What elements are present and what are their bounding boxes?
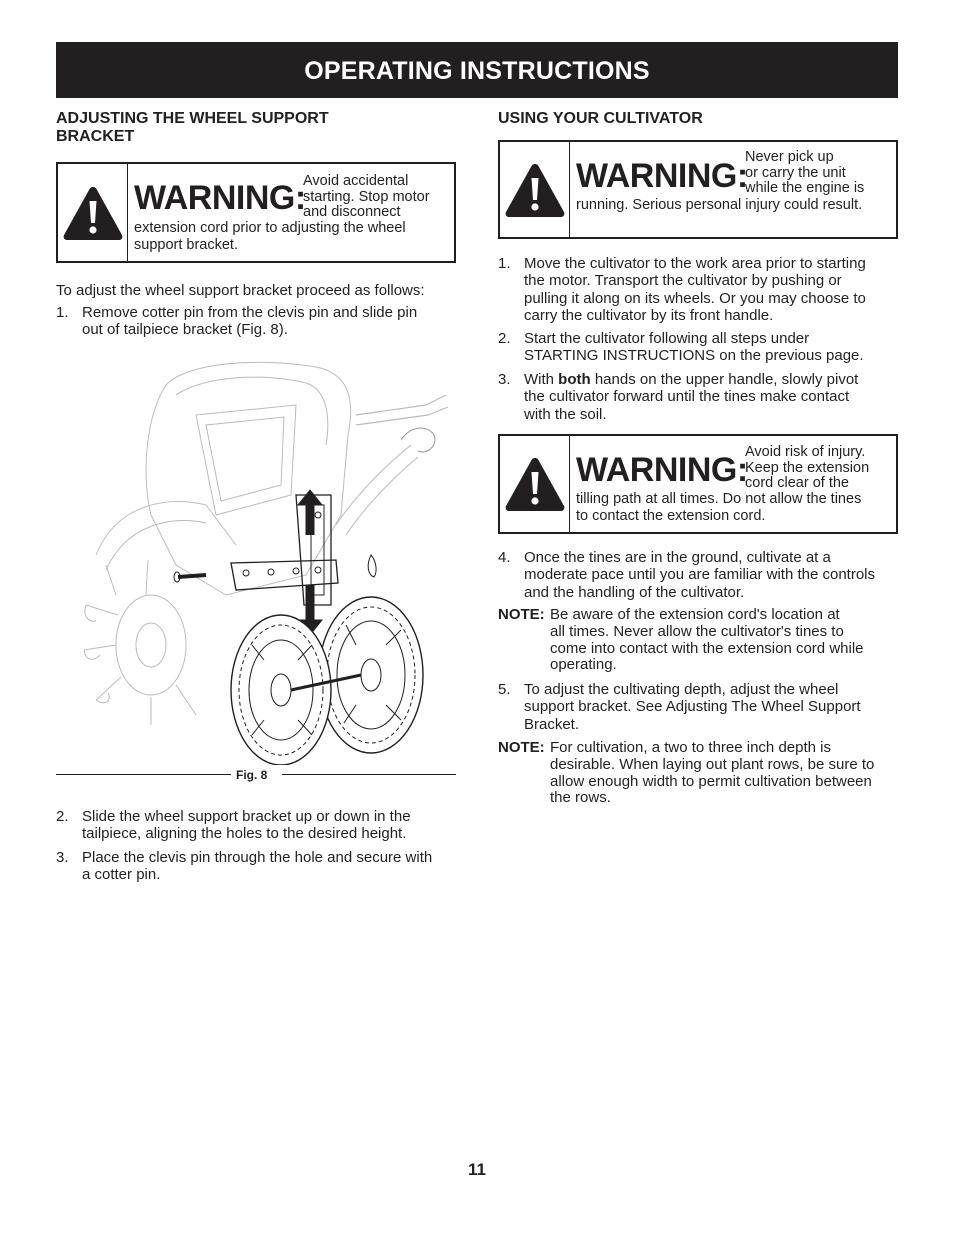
list-line: carry the cultivator by its front handle. <box>524 306 774 324</box>
note-line: desirable. When laying out plant rows, be sure to <box>550 755 875 773</box>
warning-line: Avoid risk of injury. <box>745 444 866 460</box>
list-line <box>524 371 858 388</box>
page-header <box>56 42 898 98</box>
warning-side-text <box>745 445 869 492</box>
list-line: Slide the wheel support bracket up or down in the <box>82 808 411 825</box>
note-line: come into contact with the extension cord while <box>550 639 864 657</box>
section-title-line: BRACKET <box>56 128 135 145</box>
warning-icon-cell <box>500 436 570 532</box>
list-text <box>82 304 417 339</box>
warning-line: tilling path at all times. Do not allow the tines <box>576 491 862 507</box>
cultivator-wheel-bracket-illustration <box>56 355 456 765</box>
warning-word: WARNING: <box>576 157 748 195</box>
warning-side-text <box>303 174 430 221</box>
list-number: 1. <box>56 304 69 321</box>
list-text <box>82 849 432 884</box>
list-line-text: With <box>524 371 559 388</box>
intro-text: To adjust the wheel support bracket proceed as follows: <box>56 282 425 299</box>
list-line: a cotter pin. <box>82 866 161 884</box>
list-line: STARTING INSTRUCTIONS on the previous page. <box>524 347 864 365</box>
list-line: tailpiece, aligning the holes to the desired height. <box>82 825 407 843</box>
warning-line: running. Serious personal injury could result. <box>576 197 863 213</box>
figure-rule-right <box>282 774 456 775</box>
list-line: Move the cultivator to the work area prior to starting <box>524 255 866 272</box>
section-title-line: ADJUSTING THE WHEEL SUPPORT <box>56 110 329 127</box>
list-line: the motor. Transport the cultivator by pushing or <box>524 272 842 290</box>
warning-box-carry <box>498 140 898 239</box>
list-number: 5. <box>498 681 511 698</box>
warning-line: while the engine is <box>745 180 865 196</box>
figure-label: Fig. 8 <box>236 768 268 782</box>
warning-line: starting. Stop motor <box>303 188 430 205</box>
list-number: 3. <box>56 849 69 866</box>
warning-line: Never pick up <box>745 149 834 165</box>
warning-icon-cell <box>58 164 128 261</box>
list-number: 3. <box>498 371 511 388</box>
list-line: and the handling of the cultivator. <box>524 583 745 601</box>
list-line: Remove cotter pin from the clevis pin and slide pin <box>82 304 418 321</box>
warning-bottom-text <box>576 491 861 524</box>
warning-line: Keep the extension <box>745 459 870 476</box>
note-line: allow enough width to permit cultivation between <box>550 772 872 790</box>
page-title: OPERATING INSTRUCTIONS <box>304 57 650 85</box>
list-line: pulling it along on its wheels. Or you may choose to <box>524 289 866 307</box>
note-label: NOTE: <box>498 606 545 623</box>
note-line: Be aware of the extension cord's location at <box>550 606 840 623</box>
note-label: NOTE: <box>498 739 545 756</box>
warning-line: Avoid accidental <box>303 173 409 189</box>
section-title-using-cultivator: USING YOUR CULTIVATOR <box>498 110 703 127</box>
list-text <box>524 681 861 733</box>
warning-box-extension-cord <box>498 434 898 534</box>
warning-side-text <box>745 150 864 197</box>
list-number: 1. <box>498 255 511 272</box>
warning-bottom-text <box>134 220 406 253</box>
list-line: moderate pace until you are familiar with the controls <box>524 566 876 584</box>
section-title-wheel-bracket <box>56 110 329 146</box>
figure-8-illustration <box>56 355 456 785</box>
warning-line: support bracket. <box>134 236 238 253</box>
list-line: Start the cultivator following all steps under <box>524 330 810 347</box>
warning-box-wheel-bracket <box>56 162 456 263</box>
note-text <box>550 740 874 807</box>
note-line: the rows. <box>550 789 611 807</box>
note-line: For cultivation, a two to three inch depth is <box>550 739 831 756</box>
warning-line: to contact the extension cord. <box>576 507 766 524</box>
page-number: 11 <box>468 1160 486 1179</box>
emphasis-text: both <box>558 371 591 388</box>
list-text <box>524 549 875 601</box>
list-text <box>524 255 866 324</box>
list-line: Place the clevis pin through the hole and secure with <box>82 849 433 866</box>
note-text <box>550 607 864 674</box>
list-text <box>82 808 411 843</box>
list-line: Bracket. <box>524 715 580 733</box>
warning-word: WARNING: <box>134 179 306 217</box>
warning-bottom-text <box>576 197 862 214</box>
list-text <box>524 371 858 423</box>
warning-line: cord clear of the <box>745 475 849 491</box>
list-number: 4. <box>498 549 511 566</box>
note-line: operating. <box>550 656 617 674</box>
list-line: the cultivator forward until the tines make contact <box>524 388 850 406</box>
warning-line: and disconnect <box>303 204 401 220</box>
figure-rule-left <box>56 774 231 775</box>
list-line: with the soil. <box>524 405 607 423</box>
note-line: all times. Never allow the cultivator's tines to <box>550 622 844 640</box>
warning-line: or carry the unit <box>745 164 846 181</box>
warning-triangle-icon <box>61 183 125 243</box>
warning-line: extension cord prior to adjusting the wheel <box>134 220 406 236</box>
list-number: 2. <box>498 330 511 347</box>
list-number: 2. <box>56 808 69 825</box>
warning-icon-cell <box>500 142 570 237</box>
list-line: support bracket. See Adjusting The Wheel Support <box>524 698 861 716</box>
list-line: out of tailpiece bracket (Fig. 8). <box>82 321 288 339</box>
list-line-text: hands on the upper handle, slowly pivot <box>590 371 859 388</box>
list-line: Once the tines are in the ground, cultivate at a <box>524 549 831 566</box>
list-text <box>524 330 864 365</box>
warning-word: WARNING: <box>576 451 748 489</box>
warning-triangle-icon <box>503 454 567 514</box>
list-line: To adjust the cultivating depth, adjust the wheel <box>524 681 839 698</box>
warning-triangle-icon <box>503 160 567 220</box>
